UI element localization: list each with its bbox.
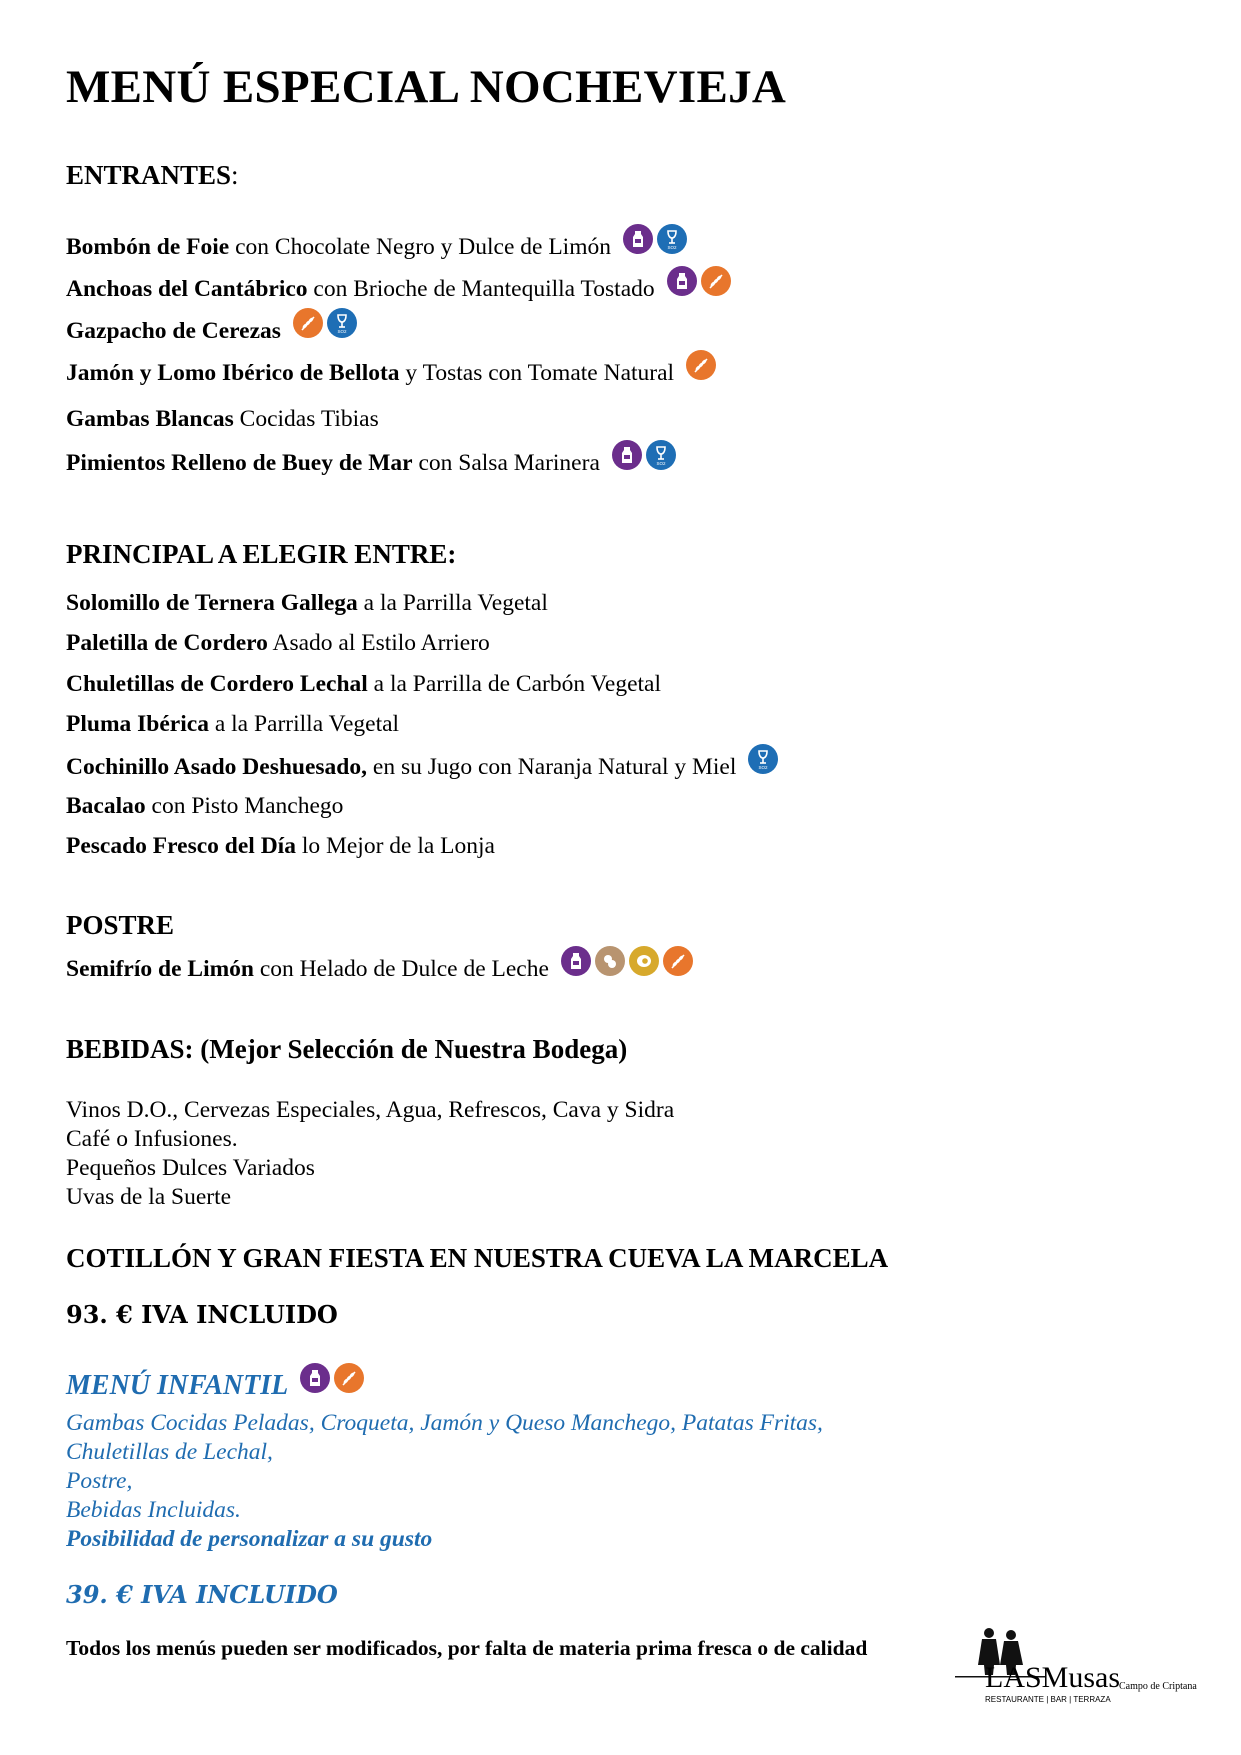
svg-text:SO2: SO2 (667, 245, 677, 250)
menu-item (66, 833, 495, 860)
nuts-icon (595, 946, 625, 976)
menu-item-name: Bacalao (66, 793, 146, 819)
menu-item-name: Pluma Ibérica (66, 711, 209, 737)
menu-item-name: Anchoas del Cantábrico (66, 275, 308, 302)
allergen-icons (623, 224, 687, 254)
logo-location: Campo de Criptana (1119, 1681, 1197, 1692)
allergen-icons (748, 744, 778, 774)
gluten-icon (663, 946, 693, 976)
gluten-icon (686, 350, 716, 380)
section-heading-principal: PRINCIPAL A ELEGIR ENTRE: (66, 539, 457, 569)
kids-menu-heading (66, 1370, 364, 1402)
menu-item (66, 358, 716, 388)
milk-icon (561, 946, 591, 976)
sulphites-icon (657, 224, 687, 254)
menu-item-name: Gambas Blancas (66, 406, 234, 432)
kids-menu-custom: Posibilidad de personalizar a su gusto (66, 1526, 433, 1552)
heading-text: ENTRANTES (66, 160, 232, 190)
menu-item-description: en su Jugo con Naranja Natural y Miel (367, 753, 737, 780)
menu-item-description: con Helado de Dulce de Leche (254, 955, 549, 982)
logo-tagline: RESTAURANTE | BAR | TERRAZA (985, 1695, 1111, 1704)
menu-item (66, 406, 379, 433)
menu-item (66, 954, 693, 984)
milk-icon (667, 266, 697, 296)
menu-item-description: con Brioche de Mantequilla Tostado (307, 275, 655, 302)
menu-item-name: Pescado Fresco del Día (66, 833, 296, 859)
gluten-icon (334, 1363, 364, 1393)
egg-icon (629, 946, 659, 976)
section-heading-bebidas: BEBIDAS: (Mejor Selección de Nuestra Bodega) (66, 1034, 628, 1064)
menu-item-description: Cocidas Tibias (233, 406, 379, 432)
kids-menu-price: 39. € IVA INCLUIDO (66, 1580, 338, 1609)
menu-item (66, 793, 343, 820)
bebidas-line: Café o Infusiones. (66, 1126, 238, 1152)
menu-item-description: Asado al Estilo Arriero (267, 630, 490, 656)
bebidas-line: Pequeños Dulces Variados (66, 1155, 315, 1181)
menu-item-name: Bombón de Foie (66, 233, 230, 260)
menu-item (66, 274, 731, 304)
svg-text:SO2: SO2 (656, 461, 666, 466)
menu-item (66, 630, 490, 657)
bebidas-line: Vinos D.O., Cervezas Especiales, Agua, Refrescos, Cava y Sidra (66, 1097, 675, 1123)
milk-icon (623, 224, 653, 254)
sulphites-icon (748, 744, 778, 774)
menu-item-name: Jamón y Lomo Ibérico de Bellota (66, 359, 400, 386)
menu-item-name: Pimientos Relleno de Buey de Mar (66, 449, 413, 476)
svg-text:SO2: SO2 (758, 765, 768, 770)
menu-item (66, 671, 661, 698)
section-heading-entrantes (66, 160, 239, 191)
allergen-icons (561, 946, 693, 976)
menu-item (66, 752, 778, 782)
menu-item-description: con Chocolate Negro y Dulce de Limón (229, 233, 611, 260)
allergen-icons (667, 266, 731, 296)
menu-item (66, 232, 687, 262)
kids-menu-line: Postre, (66, 1468, 133, 1494)
menu-item-description: con Salsa Marinera (412, 449, 600, 476)
restaurant-logo (955, 1625, 1215, 1705)
menu-item-name: Solomillo de Ternera Gallega (66, 590, 358, 616)
kids-menu-line: Gambas Cocidas Peladas, Croqueta, Jamón y Queso Manchego, Patatas Fritas, (66, 1410, 823, 1436)
milk-icon (300, 1363, 330, 1393)
gluten-icon (701, 266, 731, 296)
menu-item-name: Semifrío de Limón (66, 955, 254, 982)
menu-price: 93. € IVA INCLUIDO (66, 1300, 338, 1329)
svg-text:SO2: SO2 (337, 329, 347, 334)
menu-item-name: Paletilla de Cordero (66, 630, 268, 656)
menu-item-description: a la Parrilla de Carbón Vegetal (367, 671, 662, 697)
menu-item-description: a la Parrilla Vegetal (357, 590, 548, 616)
menu-item-name: Gazpacho de Cerezas (66, 317, 281, 344)
cotillon-heading: COTILLÓN Y GRAN FIESTA EN NUESTRA CUEVA LA MARCELA (66, 1243, 889, 1273)
kids-menu-title: MENÚ INFANTIL (66, 1370, 289, 1401)
menu-item-name: Chuletillas de Cordero Lechal (66, 671, 368, 697)
allergen-icons (293, 308, 357, 338)
menu-item (66, 448, 676, 478)
heading-colon: : (231, 160, 239, 190)
menu-item (66, 590, 548, 617)
bebidas-line: Uvas de la Suerte (66, 1184, 232, 1210)
sulphites-icon (327, 308, 357, 338)
menu-item-description: lo Mejor de la Lonja (295, 833, 495, 859)
gluten-icon (293, 308, 323, 338)
menu-item (66, 711, 399, 738)
kids-menu-line: Bebidas Incluidas. (66, 1497, 241, 1523)
menu-item-description: y Tostas con Tomate Natural (399, 359, 675, 386)
menu-item-description: con Pisto Manchego (145, 793, 344, 819)
menu-item-name: Cochinillo Asado Deshuesado, (66, 753, 368, 780)
menu-item-description: a la Parrilla Vegetal (208, 711, 400, 737)
milk-icon (612, 440, 642, 470)
allergen-icons (612, 440, 676, 470)
sulphites-icon (646, 440, 676, 470)
section-heading-postre: POSTRE (66, 910, 175, 940)
page-title: MENÚ ESPECIAL NOCHEVIEJA (66, 61, 787, 113)
menu-item (66, 316, 357, 346)
allergen-icons (686, 350, 716, 380)
footer-note: Todos los menús pueden ser modificados, por falta de materia prima fresca o de calidad (66, 1636, 868, 1660)
logo-name: LASMusas (985, 1661, 1121, 1694)
kids-menu-line: Chuletillas de Lechal, (66, 1439, 273, 1465)
kids-allergen-icons (300, 1363, 364, 1393)
